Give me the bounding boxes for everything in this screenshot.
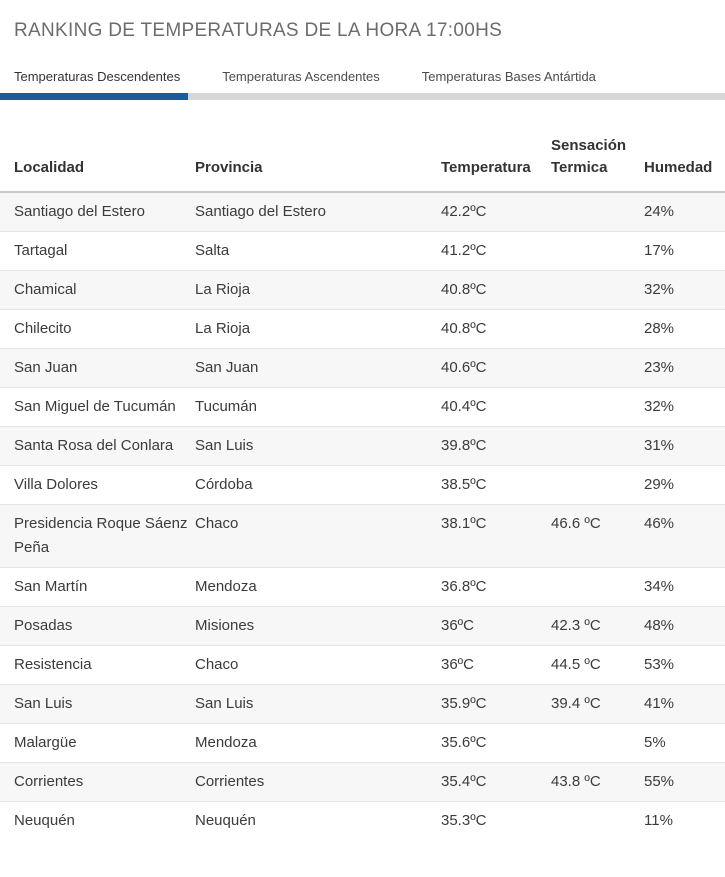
cell-temperatura: 42.2ºC [441,203,487,220]
cell-humedad: 5% [644,724,725,763]
cell-localidad: Corrientes [0,763,195,802]
tab-temperaturas-ascendentes[interactable]: Temperaturas Ascendentes [222,69,380,84]
cell-provincia: Corrientes [195,763,441,802]
cell-provincia: Misiones [195,607,441,646]
cell-localidad: San Martín [0,568,195,607]
cell-humedad: 23% [644,349,725,388]
cell-localidad: San Juan [0,349,195,388]
cell-sensacion-termica: 44.5 ºC [551,646,644,685]
cell-temperatura: 38.5ºC [441,466,551,505]
cell-provincia: Santiago del Estero [195,203,326,220]
active-tab-indicator [0,93,188,100]
cell-temperatura: 40.8ºC [441,271,551,310]
cell-temperatura: 35.9ºC [441,685,551,724]
cell-localidad: Neuquén [0,802,195,841]
column-header-sensacion-termica: Sensación Termica [551,135,644,192]
cell-provincia: San Luis [195,685,441,724]
cell-humedad: 53% [644,646,725,685]
cell-provincia: Salta [195,232,441,271]
cell-temperatura: 40.6ºC [441,349,551,388]
column-header-localidad: Localidad [0,135,195,192]
table-row [0,607,725,646]
cell-humedad: 41% [644,685,725,724]
cell-sensacion-termica [551,466,644,505]
cell-temperatura: 35.4ºC [441,763,551,802]
cell-sensacion-termica [551,349,644,388]
cell-sensacion-termica: 39.4 ºC [551,685,644,724]
cell-humedad: 34% [644,568,725,607]
cell-humedad: 29% [644,466,725,505]
cell-provincia: San Juan [195,349,441,388]
cell-provincia: Mendoza [195,568,441,607]
tab-temperaturas-descendentes[interactable]: Temperaturas Descendentes [14,69,181,84]
table-row [0,427,725,466]
cell-provincia: San Luis [195,427,441,466]
cell-temperatura: 36ºC [441,646,551,685]
table-row [0,271,725,310]
cell-temperatura: 41.2ºC [441,232,551,271]
table-header-row [0,135,725,192]
cell-provincia: Córdoba [195,466,441,505]
cell-localidad: Tartagal [0,232,195,271]
cell-provincia: Tucumán [195,388,441,427]
cell-localidad: Santiago del Estero [14,203,145,220]
table-row [0,646,725,685]
table-row [0,505,725,568]
cell-sensacion-termica [551,427,644,466]
cell-temperatura: 35.6ºC [441,724,551,763]
cell-localidad: San Luis [0,685,195,724]
cell-localidad: San Miguel de Tucumán [0,388,195,427]
cell-sensacion-termica [551,568,644,607]
table-row [0,568,725,607]
cell-temperatura: 40.8ºC [441,310,551,349]
cell-temperatura: 35.3ºC [441,802,551,841]
table-header [0,135,725,192]
cell-humedad: 17% [644,232,725,271]
table-row [0,466,725,505]
cell-sensacion-termica: 46.6 ºC [551,505,644,568]
cell-localidad: Presidencia Roque Sáenz Peña [0,505,195,568]
cell-sensacion-termica [551,388,644,427]
cell-humedad: 55% [644,763,725,802]
table-body [0,192,725,840]
cell-localidad: Posadas [0,607,195,646]
cell-sensacion-termica: 43.8 ºC [551,763,644,802]
cell-humedad: 46% [644,505,725,568]
cell-sensacion-termica [551,802,644,841]
cell-humedad: 32% [644,388,725,427]
cell-provincia: La Rioja [195,310,441,349]
cell-temperatura: 36.8ºC [441,568,551,607]
cell-temperatura: 36ºC [441,607,551,646]
cell-humedad: 11% [644,802,725,841]
cell-provincia: La Rioja [195,271,441,310]
cell-humedad: 28% [644,310,725,349]
cell-humedad: 48% [644,607,725,646]
cell-humedad: 24% [644,203,675,220]
cell-temperatura: 38.1ºC [441,505,551,568]
cell-humedad: 31% [644,427,725,466]
temperature-ranking-table [0,135,725,840]
tab-track [0,93,725,100]
column-header-humedad: Humedad [644,135,725,192]
table-row [0,724,725,763]
cell-localidad: Chamical [0,271,195,310]
column-header-temperatura: Temperatura [441,135,551,192]
cell-localidad: Santa Rosa del Conlara [0,427,195,466]
cell-localidad: Resistencia [0,646,195,685]
table-row [0,349,725,388]
table-row [0,802,725,841]
cell-humedad: 32% [644,271,725,310]
table-row [0,763,725,802]
tab-bar [0,69,725,100]
table-row [0,192,725,232]
cell-localidad: Chilecito [0,310,195,349]
cell-sensacion-termica: 42.3 ºC [551,607,644,646]
table-row [0,232,725,271]
cell-sensacion-termica [551,192,644,232]
page-title: RANKING DE TEMPERATURAS DE LA HORA 17:00HS [14,20,503,41]
cell-sensacion-termica [551,724,644,763]
cell-provincia: Neuquén [195,802,441,841]
cell-localidad: Malargüe [0,724,195,763]
cell-provincia: Chaco [195,505,441,568]
table-row [0,310,725,349]
cell-provincia: Mendoza [195,724,441,763]
table-row [0,685,725,724]
table-row [0,388,725,427]
tab-list [0,69,725,93]
tab-temperaturas-bases-antartida[interactable]: Temperaturas Bases Antártida [421,69,596,84]
cell-temperatura: 39.8ºC [441,427,551,466]
cell-provincia: Chaco [195,646,441,685]
cell-sensacion-termica [551,232,644,271]
cell-temperatura: 40.4ºC [441,388,551,427]
cell-sensacion-termica [551,271,644,310]
cell-localidad: Villa Dolores [0,466,195,505]
cell-sensacion-termica [551,310,644,349]
column-header-provincia: Provincia [195,135,441,192]
